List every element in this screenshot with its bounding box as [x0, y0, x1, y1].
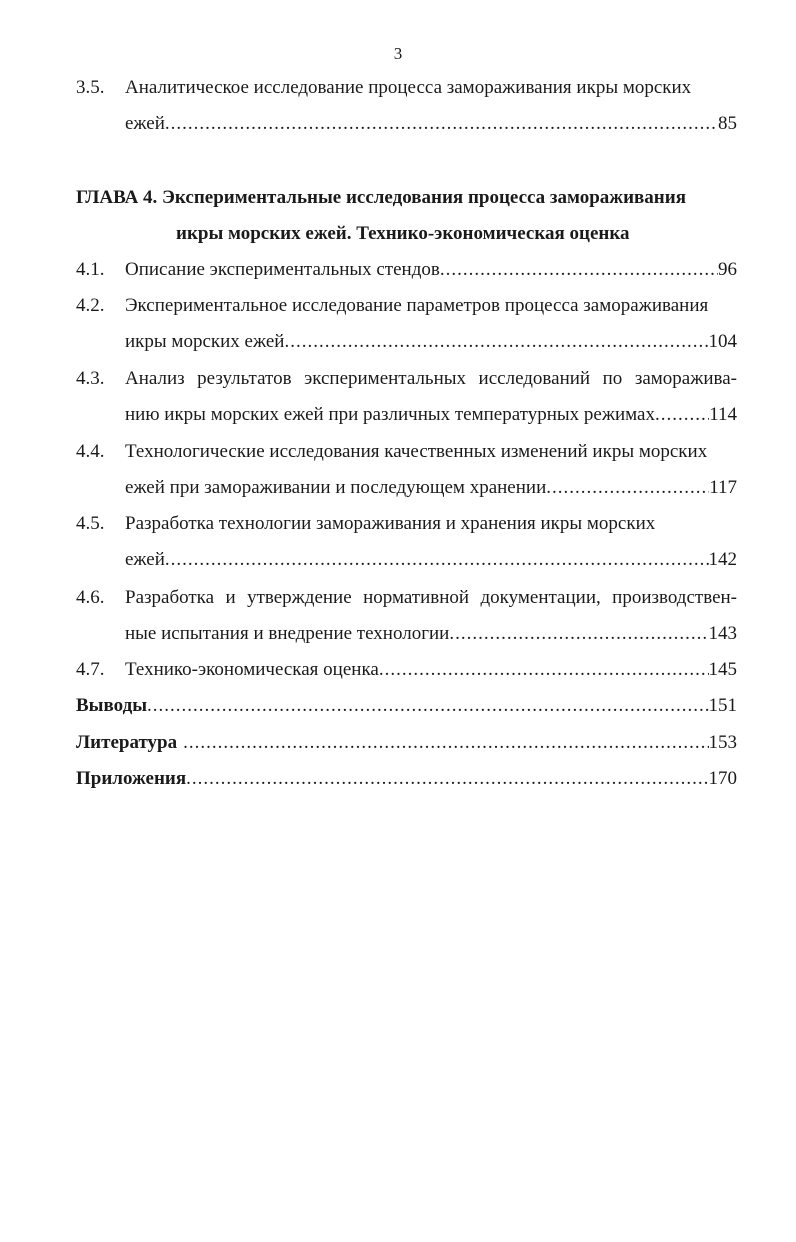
entry-page: 96 [718, 259, 737, 280]
leader-dots [546, 476, 709, 500]
chapter-title-line-1: ГЛАВА 4. Экспериментальные исследования процесса замораживания [76, 187, 686, 208]
entry-title-line-1: Разработка технологии замораживания и хранения икры морских [125, 513, 656, 534]
entry-page: 104 [708, 331, 737, 352]
entry-title-line-1: Технологические исследования качественных изменений икры морских [125, 441, 708, 462]
entry-title: Технико-экономическая оценка [125, 659, 379, 680]
entry-title-line-2 [125, 476, 737, 500]
entry-title-line-1: Экспериментальное исследование параметров процесса замораживания [125, 295, 709, 316]
entry-number: 4.3. [76, 368, 105, 389]
entry-title-end: нию икры морских ежей при различных температурных режимах [125, 404, 655, 425]
entry-page: 117 [709, 477, 737, 498]
entry-number: 4.2. [76, 295, 105, 316]
entry-page: 85 [718, 113, 737, 134]
entry-title-end: ежей [125, 549, 165, 570]
entry-number: 4.5. [76, 513, 105, 534]
entry-title-line-1: Анализ результатов экспериментальных исследований по заморажива- [125, 368, 737, 389]
entry-title-line-2 [125, 403, 737, 427]
entry-number: 4.1. [76, 259, 105, 280]
entry-page: 153 [708, 732, 737, 753]
entry-title: Описание экспериментальных стендов [125, 259, 440, 280]
leader-dots [165, 112, 718, 136]
entry-line [125, 658, 737, 682]
leader-dots [165, 548, 709, 572]
page-number: 3 [393, 44, 403, 63]
entry-page: 145 [708, 659, 737, 680]
entry-page: 143 [708, 623, 737, 644]
entry-number: 4.7. [76, 659, 105, 680]
toc-entry-conclusions [76, 694, 737, 718]
leader-dots [284, 330, 708, 354]
entry-title: Выводы [76, 695, 148, 716]
entry-title: Приложения [76, 768, 187, 789]
entry-title-end: икры морских ежей [125, 331, 285, 352]
leader-dots [655, 403, 709, 427]
toc-entry-literature [76, 731, 737, 755]
entry-title-line-2 [125, 548, 737, 572]
entry-title-line-2 [125, 622, 737, 646]
entry-title-end: ежей при замораживании и последующем хранении [125, 477, 547, 498]
entry-page: 142 [708, 549, 737, 570]
leader-dots [186, 767, 708, 791]
leader-dots [379, 658, 709, 682]
leader-dots [147, 694, 708, 718]
entry-title-line-1: Разработка и утверждение нормативной документации, производствен- [125, 587, 737, 608]
entry-number: 3.5. [76, 77, 105, 98]
toc-entry-appendices [76, 767, 737, 791]
leader-dots [440, 258, 718, 282]
entry-page: 151 [708, 695, 737, 716]
entry-title: Литература [76, 732, 178, 753]
entry-title-line-1: Аналитическое исследование процесса замораживания икры морских [125, 77, 692, 98]
entry-page: 114 [709, 404, 737, 425]
entry-title-end: ежей [125, 113, 165, 134]
leader-dots [449, 622, 708, 646]
entry-page: 170 [708, 768, 737, 789]
entry-title-end: ные испытания и внедрение технологии [125, 623, 450, 644]
leader-dots [183, 731, 708, 755]
chapter-title-line-2: икры морских ежей. Технико-экономическая оценка [176, 223, 630, 244]
entry-title-line-2 [125, 112, 737, 136]
entry-number: 4.4. [76, 441, 105, 462]
entry-line [125, 258, 737, 282]
entry-title-line-2 [125, 330, 737, 354]
entry-number: 4.6. [76, 587, 105, 608]
